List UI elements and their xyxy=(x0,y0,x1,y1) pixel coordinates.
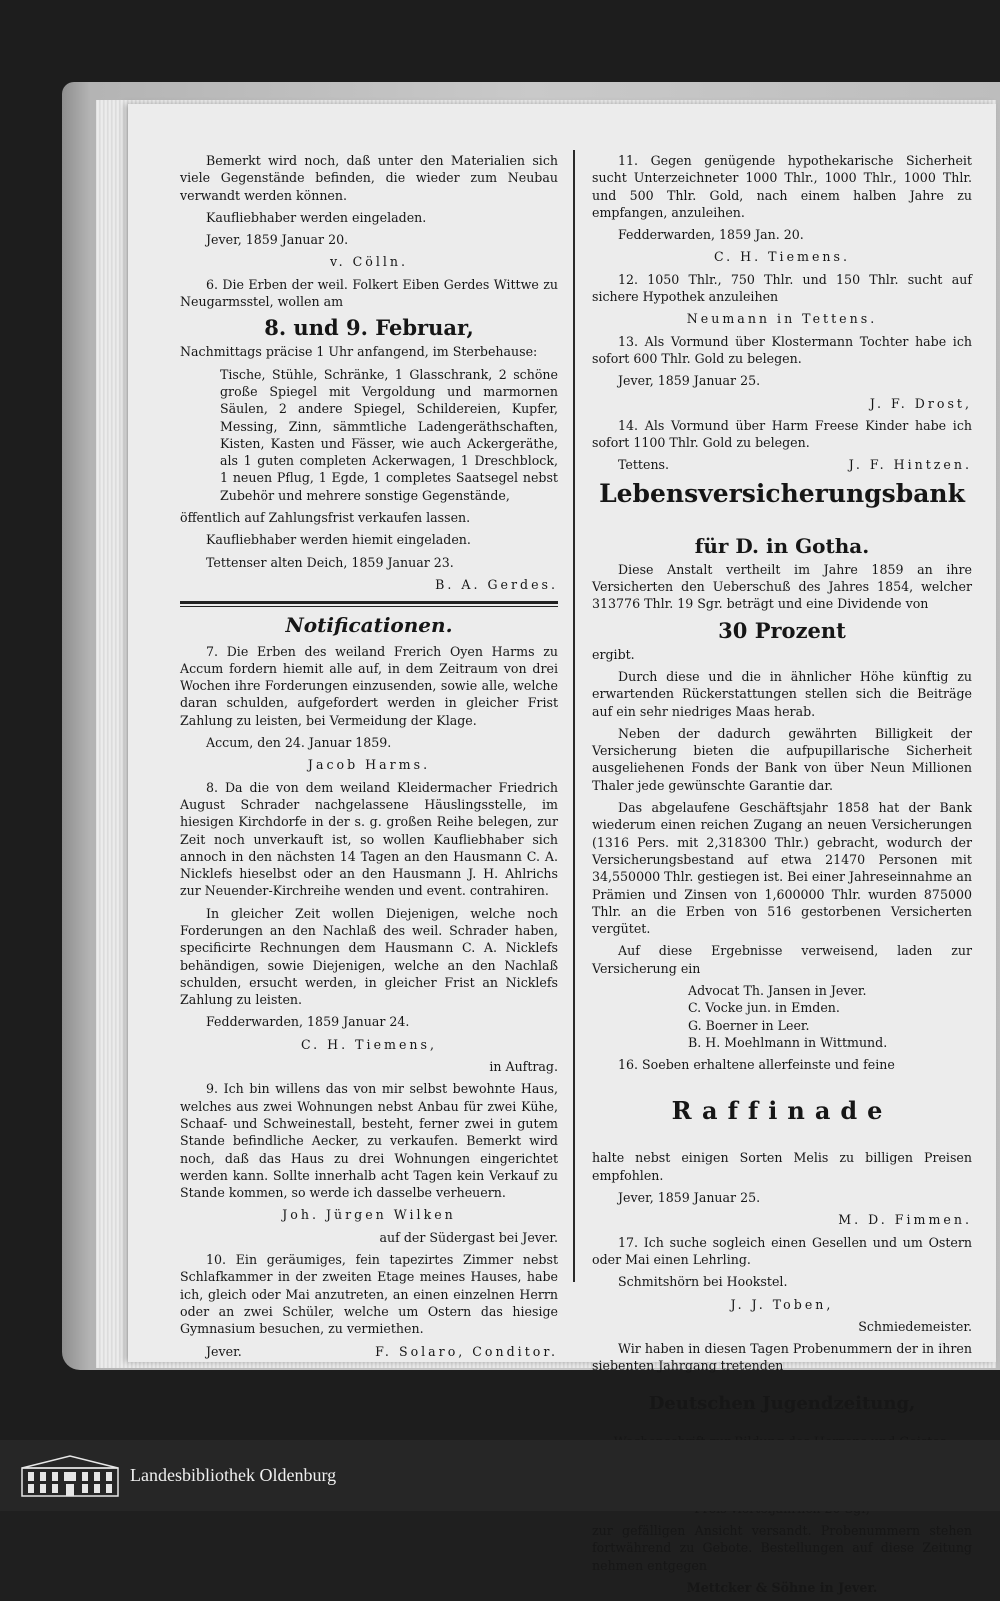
notice-17-signer: J. J. Toben, xyxy=(730,1296,834,1312)
notice-17-place: Schmitshörn bei Hookstel. xyxy=(618,1274,788,1290)
notice-6-text: 6. Die Erben der weil. Folkert Eiben Gerdes Wittwe zu Neugarmsstel, wollen am xyxy=(180,276,558,310)
intro-text: Bemerkt wird noch, daß unter den Materialien sich viele Gegenstände befinden, die wieder zum Neubau verwandt werden können. xyxy=(180,153,558,203)
notice-6-signer: B. A. Gerdes. xyxy=(435,576,558,592)
djz-title: Deutschen Jugendzeitung, xyxy=(648,1392,916,1414)
notice-14-signer: J. F. Hintzen. xyxy=(848,457,972,473)
notice-6-items: Tische, Stühle, Schränke, 1 Glasschrank, 2 schöne große Spiegel mit Vergoldung und marmornen Säulen, 2 andere Spiegel, Schildereien, Kupfer, Messing, Zinn, sämmtliche Ladengeräthschaften, Kisten, Kasten und Fässer, wie auch Ackergeräthe, als 1 guten completen Ackerwagen, 1 Dreschblock, 1 neuen Pflug, 1 Egde, 1 completes Saatsegel nebst Zubehör und mehrere sonstige Gegenstände, xyxy=(220,366,558,503)
notice-7-text: 7. Die Erben des weiland Frerich Oyen Harms zu Accum fordern hiemit alle auf, in dem Zeitraum von drei Wochen ihre Forderungen einzusenden, sowie alle, welche daran schulden, aufgefordert werden in gleicher Frist Zahlung zu leisten, bei Vermeidung der Klage. xyxy=(180,643,558,728)
notice-12-text: 12. 1050 Thlr., 750 Thlr. und 150 Thlr. sucht auf sichere Hypothek anzuleihen xyxy=(592,271,972,305)
notice-16-text2: halte nebst einigen Sorten Melis zu billigen Preisen empfohlen. xyxy=(592,1150,972,1183)
djz-signer: Mettcker & Söhne in Jever. xyxy=(686,1579,878,1595)
intro-signer: v. Cölln. xyxy=(329,254,408,270)
footer-bar xyxy=(0,1440,1000,1511)
agent-list xyxy=(592,982,972,1051)
notice-11-signer: C. H. Tiemens. xyxy=(713,249,851,265)
notice-8-role: in Auftrag. xyxy=(489,1059,558,1075)
intro-invite: Kaufliebhaber werden eingeladen. xyxy=(206,209,427,225)
notice-10-signer: F. Solaro, Conditor. xyxy=(375,1343,558,1359)
agent-line: Advocat Th. Jansen in Jever. xyxy=(688,982,867,998)
agent-line: G. Boerner in Leer. xyxy=(688,1017,810,1033)
library-name: Landesbibliothek Oldenburg xyxy=(130,1465,337,1485)
agent-line: C. Vocke jun. in Emden. xyxy=(688,1000,840,1016)
notice-16-text: 16. Soeben erhaltene allerfeinste und feine xyxy=(618,1057,895,1073)
bank-paragraph-4: Das abgelaufene Geschäftsjahr 1858 hat der Bank wiederum einen reichen Zugang an neuen Versicherungen (1316 Pers. mit 2,318300 Thlr.) gebracht, wodurch der Versicherungsbestand auf etwa 21470 Personen mit 34,550000 Thlr. gestiegen ist. Bei einer Jahreseinnahme an Prämien und Zinsen von 1,600000 Thlr. wurden 875000 Thlr. an die Erben von 516 gestorbenen Versicherten vergütet. xyxy=(592,800,972,937)
notice-16-heading: Raffinade xyxy=(671,1096,893,1126)
notice-10-place: Jever. xyxy=(206,1343,242,1359)
right-column xyxy=(592,152,972,1601)
bank-percent: 30 Prozent xyxy=(718,617,846,643)
notice-16-date: Jever, 1859 Januar 25. xyxy=(618,1190,761,1206)
bank-paragraph-5: Auf diese Ergebnisse verweisend, laden zur Versicherung ein xyxy=(592,943,972,976)
djz-intro: Wir haben in diesen Tagen Probenummern der in ihren siebenten Jahrgang tretenden xyxy=(592,1341,972,1374)
column-divider xyxy=(573,150,575,1282)
section-rule xyxy=(180,601,558,607)
notice-13-signer: J. F. Drost, xyxy=(869,395,972,411)
library-building-icon xyxy=(20,1454,120,1498)
section-heading: Notificationen. xyxy=(285,613,453,638)
intro-date: Jever, 1859 Januar 20. xyxy=(206,232,349,248)
left-column xyxy=(180,152,558,1365)
notice-11-date: Fedderwarden, 1859 Jan. 20. xyxy=(618,227,804,243)
notice-14-footer xyxy=(618,456,972,473)
notice-7-signer: Jacob Harms. xyxy=(307,757,431,773)
notice-11-text: 11. Gegen genügende hypothekarische Sicherheit sucht Unterzeichneter 1000 Thlr., 1000 Thlr., 1000 Thlr. und 500 Thlr. Gold, nach einem halben Jahre zu empfangen, anzuleihen. xyxy=(592,153,972,220)
djz-paragraph: zur gefälligen Ansicht versandt. Probenummern stehen fortwährend zu Gebote. Bestellungen auf diese Zeitung nehmen entgegen xyxy=(592,1522,972,1573)
bank-paragraph-1: Diese Anstalt vertheilt im Jahre 1859 an ihre Versicherten den Ueberschuß des Jahres 1854, welcher 313776 Thlr. 19 Sgr. beträgt und eine Dividende von xyxy=(592,561,972,612)
bank-ergibt: ergibt. xyxy=(592,646,635,662)
notice-17-text: 17. Ich suche sogleich einen Gesellen und um Ostern oder Mai einen Lehrling. xyxy=(592,1234,972,1267)
notice-12-signer: Neumann in Tettens. xyxy=(686,311,878,327)
notice-6-invite: Kaufliebhaber werden hiemit eingeladen. xyxy=(206,532,471,548)
notice-8-signer: C. H. Tiemens, xyxy=(300,1036,438,1052)
notice-9-place: auf der Südergast bei Jever. xyxy=(379,1229,558,1245)
notice-8-date: Fedderwarden, 1859 Januar 24. xyxy=(206,1014,410,1030)
notice-9-text: 9. Ich bin willens das von mir selbst bewohnte Haus, welches aus zwei Wohnungen nebst Anbau für zwei Kühe, Schaaf- und Schweinestall, besteht, ferner zwei in gutem Stande befindliche Aecker, zu verkaufen. Bemerkt wird noch, daß das Haus zu drei Wohnungen eingerichtet werden kann. Sollte innerhalb acht Tagen kein Verkauf zu Stande kommen, so werde ich dasselbe verheuern. xyxy=(180,1081,558,1201)
notice-14-text: 14. Als Vormund über Harm Freese Kinder habe ich sofort 1100 Thlr. Gold zu belegen. xyxy=(592,417,972,451)
notice-9-signer: Joh. Jürgen Wilken xyxy=(282,1207,456,1223)
notice-14-place: Tettens. xyxy=(618,457,670,473)
notice-16-signer: M. D. Fimmen. xyxy=(838,1212,972,1228)
notice-10-footer xyxy=(206,1343,558,1360)
notice-6-date: 8. und 9. Februar, xyxy=(264,315,474,341)
bank-subtitle: für D. in Gotha. xyxy=(694,533,870,558)
agent-line: B. H. Moehlmann in Wittmund. xyxy=(688,1034,888,1050)
notice-6-time: Nachmittags präcise 1 Uhr anfangend, im Sterbehause: xyxy=(180,344,538,360)
notice-8-text: 8. Da die von dem weiland Kleidermacher Friedrich August Schrader nachgelassene Häuslingsstelle, im hiesigen Kirchdorfe in der s. g. großen Reihe belegen, zur Zeit noch unverkauft ist, so wollen Kaufliebhaber sich annoch in den nächsten 14 Tagen an den Hausmann C. A. Nicklefs hieselbst oder an den Hausmann J. H. Ahlrichs zur Neuender-Kirchreihe wenden und event. contrahiren. xyxy=(180,779,558,899)
bank-paragraph-2: Durch diese und die in ähnlicher Höhe künftig zu erwartenden Rückerstattungen stellen sich die Beiträge auf ein sehr niedriges Maas herab. xyxy=(592,668,972,719)
notice-13-text: 13. Als Vormund über Klostermann Tochter habe ich sofort 600 Thlr. Gold zu belegen. xyxy=(592,333,972,366)
notice-6-sale: öffentlich auf Zahlungsfrist verkaufen lassen. xyxy=(180,510,471,526)
bank-title: Lebensversicherungsbank xyxy=(599,478,965,508)
notice-6-place-date: Tettenser alten Deich, 1859 Januar 23. xyxy=(206,554,454,570)
notice-8-text2: In gleicher Zeit wollen Diejenigen, welche noch Forderungen an den Nachlaß des weil. Schrader haben, specificirte Rechnungen dem Hausmann C. A. Nicklefs behändigen, sowie Diejenigen, welche an den Nachlaß schulden, ersucht werden, in gleicher Frist an Nicklefs Zahlung zu leisten. xyxy=(180,905,558,1008)
notice-7-date: Accum, den 24. Januar 1859. xyxy=(206,735,392,751)
notice-13-date: Jever, 1859 Januar 25. xyxy=(618,373,761,389)
bank-paragraph-3: Neben der dadurch gewährten Billigkeit der Versicherung bieten die aufpupillarische Sicherheit ausgeliehenen Fonds der Bank von über Neun Millionen Thaler jede gewünschte Garantie dar. xyxy=(592,725,972,793)
notice-10-text: 10. Ein geräumiges, fein tapezirtes Zimmer nebst Schlafkammer in der zweiten Etage meines Hauses, habe ich, gleich oder Mai anzutreten, an einen einzelnen Herrn oder an zwei Schüler, welche um Ostern das hiesige Gymnasium besuchen, zu vermiethen. xyxy=(180,1252,558,1337)
notice-17-role: Schmiedemeister. xyxy=(858,1318,972,1334)
